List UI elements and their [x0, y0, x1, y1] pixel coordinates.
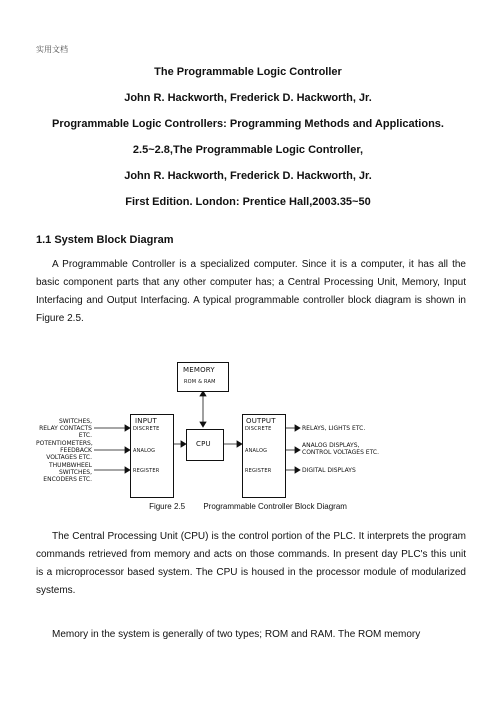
memory-box — [177, 362, 229, 392]
paragraph-2 — [36, 528, 466, 600]
memory-subtitle: ROM & RAM — [184, 379, 216, 385]
authors-line: John R. Hackworth, Frederick D. Hackworth, Jr. — [124, 92, 372, 104]
input-analog-desc — [36, 440, 92, 461]
output-discrete-desc — [302, 425, 365, 432]
arrow-right-icon — [295, 447, 300, 453]
input-title: INPUT — [135, 417, 157, 425]
input-desc-line: SWITCHES, — [58, 418, 92, 425]
output-desc-line: DIGITAL DISPLAYS — [302, 467, 356, 474]
block-diagram — [36, 358, 466, 498]
paragraph-1-text: A Programmable Controller is a specialized computer. Since it is a computer, it has all the basic component parts that any other computer has; a Central Processing Unit, Memory, Input Interfacing and Output Interfacing. A typical programmable controller block diagram is shown in Figure 2.5. — [36, 259, 466, 324]
caption-text: Programmable Controller Block Diagram — [203, 502, 347, 511]
watermark-text: 实用文档 — [36, 45, 68, 54]
paragraph-3-text: Memory in the system is generally of two types; ROM and RAM. The ROM memory — [52, 629, 421, 640]
chapter-line: 2.5~2.8,The Programmable Logic Controller, — [132, 144, 364, 156]
arrow-right-icon — [295, 425, 300, 431]
figure-caption — [0, 502, 496, 511]
cpu-label: CPU — [196, 440, 211, 448]
caption-number: Figure 2.5 — [149, 502, 186, 511]
output-box — [242, 414, 286, 498]
output-title: OUTPUT — [246, 417, 276, 425]
output-port-register: REGISTER — [245, 468, 272, 474]
edition-line: First Edition. London: Prentice Hall,2003.35~50 — [125, 196, 371, 208]
doc-title: The Programmable Logic Controller — [154, 66, 342, 78]
input-desc-line: POTENTIOMETERS, — [36, 440, 93, 447]
input-desc-line: ENCODERS ETC. — [43, 476, 92, 483]
output-desc-line: RELAYS, LIGHTS ETC. — [302, 425, 366, 432]
input-port-analog: ANALOG — [133, 448, 156, 454]
cpu-box — [186, 429, 224, 461]
memory-title: MEMORY — [183, 366, 215, 374]
book-title: Programmable Logic Controllers: Programming Methods and Applications. — [52, 118, 444, 130]
input-desc-line: THUMBWHEEL SWITCHES, — [48, 462, 92, 476]
authors-line-2: John R. Hackworth, Frederick D. Hackworth, Jr. — [124, 170, 372, 182]
input-port-discrete: DISCRETE — [133, 426, 160, 432]
output-analog-desc — [302, 442, 379, 456]
output-desc-line: CONTROL VOLTAGES ETC. — [302, 449, 380, 456]
arrow-down-icon — [200, 422, 206, 427]
output-port-analog: ANALOG — [245, 448, 268, 454]
output-port-discrete: DISCRETE — [245, 426, 272, 432]
arrow-right-icon — [295, 467, 300, 473]
input-register-desc — [36, 462, 92, 483]
input-discrete-desc — [36, 418, 92, 439]
output-register-desc — [302, 467, 356, 474]
input-box — [130, 414, 174, 498]
paragraph-3 — [36, 626, 466, 644]
input-desc-line: FEEDBACK VOLTAGES ETC. — [46, 447, 92, 461]
paragraph-2-text: The Central Processing Unit (CPU) is the control portion of the PLC. It interprets the program commands retrieved from memory and acts on those commands. In present day PLC's this unit is a microprocessor based system. The CPU is housed in the processor module of modularized systems. — [36, 531, 466, 596]
output-desc-line: ANALOG DISPLAYS, — [302, 442, 360, 449]
input-port-register: REGISTER — [133, 468, 160, 474]
paragraph-1 — [36, 256, 466, 328]
section-heading: 1.1 System Block Diagram — [36, 234, 174, 246]
input-desc-line: RELAY CONTACTS ETC. — [39, 425, 92, 439]
